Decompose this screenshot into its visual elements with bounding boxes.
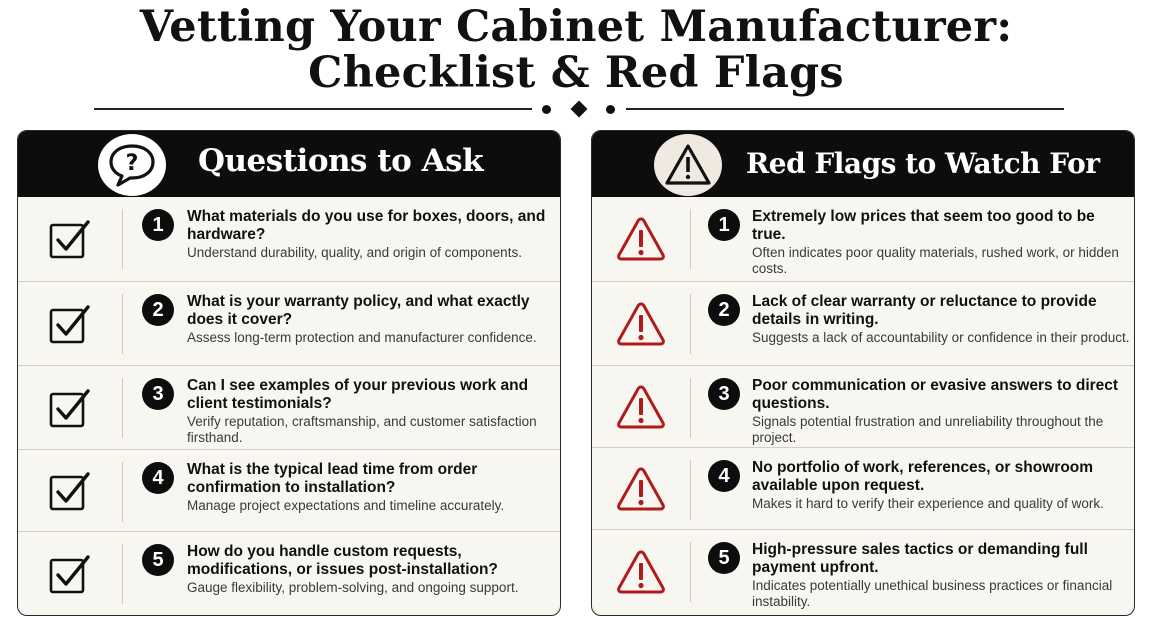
item-description: Suggests a lack of accountability or confidence in their product. (752, 330, 1130, 345)
divider-line-left (94, 108, 532, 110)
item-title: What materials do you use for boxes, doors, and hardware? (187, 208, 546, 243)
item-description: Gauge flexibility, problem-solving, and ongoing support. (187, 580, 519, 595)
questions-title: Questions to Ask (198, 143, 484, 179)
list-item (18, 449, 560, 531)
item-text (187, 461, 555, 514)
item-title: Lack of clear warranty or reluctance to provide details in writing. (752, 293, 1097, 328)
item-description: Assess long-term protection and manufacturer confidence. (187, 330, 537, 345)
svg-text:?: ? (125, 151, 139, 176)
row-separator (690, 542, 691, 602)
item-text (752, 459, 1130, 512)
row-separator (690, 378, 691, 438)
row-separator (122, 378, 123, 438)
row-separator (122, 462, 123, 522)
red-flags-header (592, 131, 1134, 197)
item-description: Manage project expectations and timeline accurately. (187, 498, 505, 513)
row-separator (690, 209, 691, 269)
item-title: Can I see examples of your previous work and client testimonials? (187, 377, 529, 412)
row-separator (690, 460, 691, 520)
title-line-1: Vetting Your Cabinet Manufacturer: (139, 2, 1013, 52)
item-text (187, 208, 555, 261)
item-title: What is the typical lead time from order confirmation to installation? (187, 461, 478, 496)
ornament-diamond (571, 101, 588, 118)
item-number-badge: 3 (142, 378, 174, 410)
item-description: Verify reputation, craftsmanship, and customer satisfaction firsthand. (187, 414, 537, 445)
item-title: High-pressure sales tactics or demanding full payment upfront. (752, 541, 1088, 576)
item-text (752, 208, 1130, 277)
checkbox-checked-icon (18, 450, 122, 531)
row-separator (690, 294, 691, 354)
warning-triangle-icon (592, 448, 690, 529)
list-item (18, 197, 560, 281)
item-number-badge: 1 (708, 209, 740, 241)
item-description: Indicates potentially unethical business practices or financial instability. (752, 578, 1113, 609)
list-item (18, 531, 560, 615)
checkbox-checked-icon (18, 532, 122, 615)
red-flags-panel (591, 130, 1135, 616)
page-title (0, 4, 1152, 96)
row-separator (122, 209, 123, 269)
item-number-badge: 5 (142, 544, 174, 576)
list-item (18, 281, 560, 365)
item-number-badge: 3 (708, 378, 740, 410)
item-text (187, 293, 555, 346)
item-number-badge: 1 (142, 209, 174, 241)
item-text (187, 543, 555, 596)
checkbox-checked-icon (18, 366, 122, 449)
warning-triangle-icon (592, 366, 690, 447)
item-number-badge: 4 (708, 460, 740, 492)
row-separator (122, 294, 123, 354)
item-text (752, 541, 1130, 610)
divider-ornament (542, 100, 616, 118)
list-item (592, 447, 1134, 529)
ornament-dot-left (542, 105, 551, 114)
item-number-badge: 5 (708, 542, 740, 574)
title-line-2: Checklist & Red Flags (308, 48, 844, 98)
list-item (592, 529, 1134, 613)
item-number-badge: 4 (142, 462, 174, 494)
divider-line-right (626, 108, 1064, 110)
list-item (592, 281, 1134, 365)
questions-header (18, 131, 560, 197)
item-text (752, 293, 1130, 346)
list-item (18, 365, 560, 449)
item-description: Signals potential frustration and unreliability throughout the project. (752, 414, 1104, 445)
warning-triangle-icon (592, 282, 690, 365)
checkbox-checked-icon (18, 197, 122, 281)
list-item (592, 197, 1134, 281)
item-title: No portfolio of work, references, or showroom available upon request. (752, 459, 1094, 494)
row-separator (122, 544, 123, 604)
title-divider (94, 98, 1064, 120)
checkbox-checked-icon (18, 282, 122, 365)
item-title: Extremely low prices that seem too good to be true. (752, 208, 1095, 243)
list-item (592, 365, 1134, 447)
item-description: Often indicates poor quality materials, rushed work, or hidden costs. (752, 245, 1119, 276)
item-title: How do you handle custom requests, modifications, or issues post-installation? (187, 543, 498, 578)
item-description: Understand durability, quality, and origin of components. (187, 245, 522, 260)
questions-panel (17, 130, 561, 616)
red-flags-title: Red Flags to Watch For (746, 147, 1100, 180)
item-text (752, 377, 1130, 446)
item-number-badge: 2 (708, 294, 740, 326)
warning-triangle-icon (592, 530, 690, 613)
ornament-dot-right (606, 105, 615, 114)
item-number-badge: 2 (142, 294, 174, 326)
item-description: Makes it hard to verify their experience and quality of work. (752, 496, 1104, 511)
item-title: What is your warranty policy, and what exactly does it cover? (187, 293, 530, 328)
item-title: Poor communication or evasive answers to direct questions. (752, 377, 1119, 412)
speech-bubble-question-icon (98, 134, 166, 196)
warning-triangle-icon (654, 134, 722, 196)
warning-triangle-icon (592, 197, 690, 281)
item-text (187, 377, 555, 446)
